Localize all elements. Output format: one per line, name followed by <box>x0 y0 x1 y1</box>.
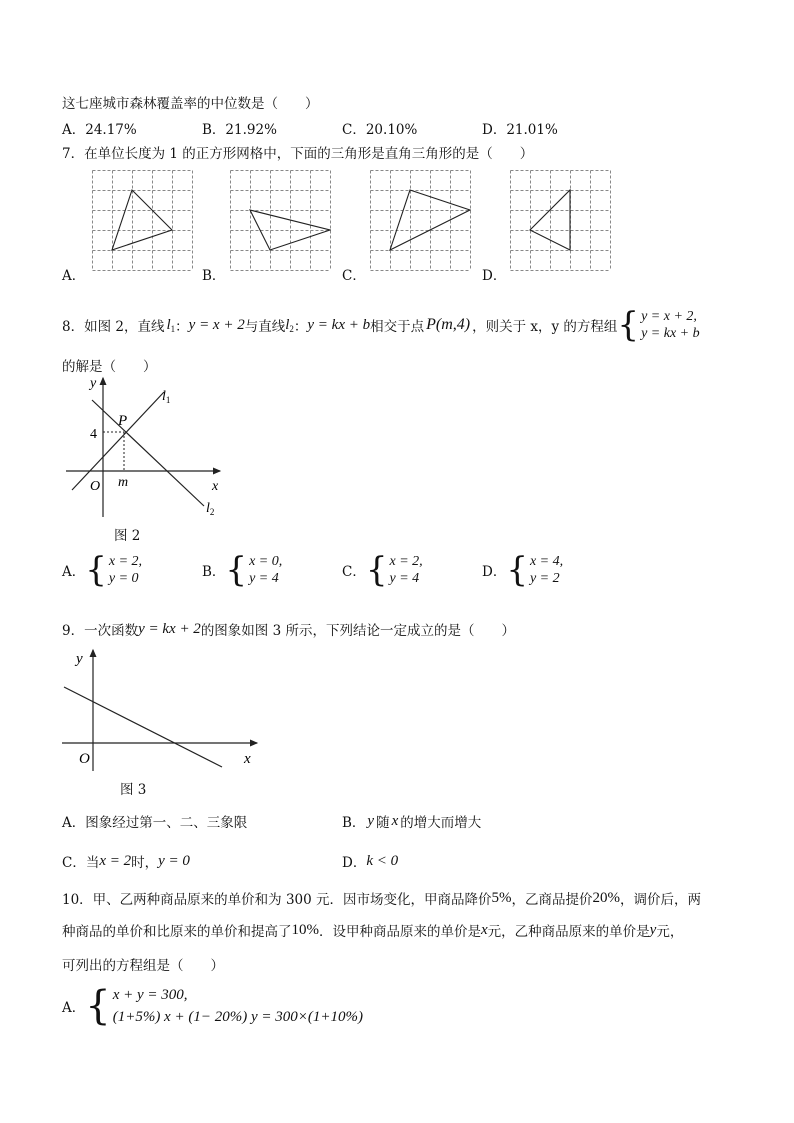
q7-option-c-label[interactable]: C． <box>342 268 366 284</box>
q10-text: 10．甲、乙两种商品原来的单价和为 300 元．因市场变化，甲商品降价 <box>62 892 492 908</box>
option-label: B． <box>342 815 366 831</box>
equation-l1: y = x + 2 <box>188 316 245 333</box>
q6-stem: 这七座城市森林覆盖率的中位数是（ ） <box>62 96 319 112</box>
colon: ： <box>293 319 308 335</box>
equation-system <box>85 984 363 1028</box>
system-line-1: x + y = 300, <box>112 987 188 1003</box>
percent-20: 20% <box>592 889 621 906</box>
q7-grid-d[interactable] <box>510 170 611 271</box>
q9-stem <box>62 619 515 639</box>
q8-option-a[interactable] <box>62 550 143 590</box>
system-line-1: x = 4, <box>529 554 564 569</box>
left-brace: { <box>617 305 640 345</box>
point-p: P(m,4) <box>426 316 471 333</box>
q6-option-c[interactable] <box>342 118 417 138</box>
q10-text: ，乙商品提价 <box>511 892 593 908</box>
l2-letter: l <box>285 316 290 333</box>
system-line-2: (1+5%) x + (1− 20%) y = 300×(1+10%) <box>112 1009 363 1025</box>
option-label: A． <box>62 564 86 580</box>
q7-option-b-label[interactable]: B． <box>202 268 226 284</box>
option-label: C． <box>342 564 366 580</box>
q9-option-b[interactable] <box>342 811 481 831</box>
q10-option-a[interactable] <box>62 984 363 1028</box>
equation-system <box>225 550 283 590</box>
q6-option-a[interactable] <box>62 118 137 138</box>
system-line-2: y = kx + b <box>641 326 700 341</box>
q9-stem-text: 9．一次函数 <box>62 623 139 639</box>
q8-option-d[interactable] <box>482 550 564 590</box>
l2-subscript: 2 <box>289 323 294 334</box>
q10-line-2 <box>62 920 683 940</box>
option-label: A． <box>62 1000 86 1016</box>
percent-5: 5% <box>491 889 512 906</box>
tick-4-label: 4 <box>90 427 97 442</box>
option-label: D． <box>342 855 367 871</box>
option-label: B． <box>202 564 226 580</box>
var-y: y <box>367 812 375 829</box>
system-line-1: y = x + 2, <box>641 309 697 324</box>
q9-option-d[interactable] <box>342 851 398 871</box>
equation-l2: y = kx + b <box>307 316 371 333</box>
q10-text: 元，乙种商品原来的单价是 <box>487 924 650 940</box>
system-line-2: y = 4 <box>389 571 420 586</box>
colon: ： <box>175 319 189 335</box>
left-brace: { <box>85 983 111 1029</box>
l1-subscript: 1 <box>170 323 176 334</box>
q7-grid-c[interactable] <box>370 170 471 271</box>
line-l1-symbol <box>166 317 175 334</box>
q8-stem-text: 8．如图 2，直线 <box>62 319 165 335</box>
l1-letter: l <box>166 316 171 333</box>
q6-option-d[interactable] <box>482 118 558 138</box>
q8-option-b[interactable] <box>202 550 283 590</box>
option-text: 20.10% <box>365 122 418 138</box>
option-label: C． <box>62 855 86 871</box>
var-y: y <box>649 921 657 938</box>
option-label: A． <box>62 122 86 138</box>
line-l2 <box>92 400 204 506</box>
option-text: 当 <box>85 855 100 871</box>
percent-10: 10% <box>291 921 319 938</box>
q7-grid-b[interactable] <box>230 170 331 271</box>
figure-3 <box>62 645 267 779</box>
system-line-1: x = 2, <box>108 554 143 569</box>
q9-option-a[interactable] <box>62 811 247 831</box>
q7-stem: 7．在单位长度为 1 的正方形网格中，下面的三角形是直角三角形的是（ ） <box>62 146 534 162</box>
q7-option-a-label[interactable]: A． <box>62 268 86 284</box>
q9-option-c[interactable] <box>62 851 190 871</box>
equation-system <box>85 550 143 590</box>
x-axis-label: x <box>244 751 251 767</box>
equation: y = kx + 2 <box>138 620 201 637</box>
q6-option-b[interactable] <box>202 118 277 138</box>
option-text: k < 0 <box>366 852 399 869</box>
left-brace: { <box>85 550 107 590</box>
left-brace: { <box>225 550 248 590</box>
origin-label: O <box>90 479 101 494</box>
option-text: 24.17% <box>85 122 137 138</box>
l2-label: $l_2$ <box>206 501 215 517</box>
line-l2-symbol <box>285 317 294 334</box>
system-line-2: y = 4 <box>249 571 279 586</box>
figure-2 <box>62 372 232 526</box>
origin-label: O <box>79 751 90 767</box>
q8-stem-text: 相交于点 <box>370 319 425 335</box>
option-text: 21.92% <box>225 122 277 138</box>
q7-option-d-label[interactable]: D． <box>482 268 507 284</box>
option-label: C． <box>342 122 366 138</box>
option-label: D． <box>482 564 507 580</box>
q10-text: ，调价后，两 <box>620 892 702 908</box>
q10-line-3: 可列出的方程组是（ ） <box>62 958 224 974</box>
y-axis-label: y <box>76 651 83 667</box>
figure-2-caption: 图 2 <box>114 528 141 544</box>
x-axis-label: x <box>212 479 219 494</box>
q8-stem-end: 的解是（ ） <box>62 359 157 375</box>
q7-grid-a[interactable] <box>92 170 193 271</box>
q8-option-c[interactable] <box>342 550 423 590</box>
q8-stem <box>62 305 700 345</box>
var-x: x <box>391 812 399 829</box>
equation-system <box>506 550 564 590</box>
q8-stem-text: ，则关于 x，y 的方程组 <box>472 319 618 335</box>
option-text: 21.01% <box>506 122 558 138</box>
option-text: 随 <box>376 815 390 831</box>
point-p-label: P <box>118 413 128 429</box>
equation-system <box>617 305 700 345</box>
system-line-2: y = 0 <box>108 571 139 586</box>
system-line-1: x = 0, <box>249 554 283 569</box>
q10-line-1 <box>62 888 701 908</box>
left-brace: { <box>365 550 388 590</box>
option-label: B． <box>202 122 226 138</box>
triangle-a <box>112 190 172 250</box>
q10-text: 元， <box>656 924 684 940</box>
equation-system <box>365 550 423 590</box>
y-axis-label: y <box>90 376 97 391</box>
option-label: A． <box>62 815 86 831</box>
q10-text: 种商品的单价和比原来的单价和提高了 <box>62 924 292 940</box>
option-text: 时， <box>131 855 159 871</box>
system-line-2: y = 2 <box>529 571 560 586</box>
m-label: m <box>118 475 129 490</box>
var-x: x <box>481 921 488 938</box>
q9-stem-text: 的图象如图 3 所示，下列结论一定成立的是（ ） <box>200 623 515 639</box>
system-line-1: x = 2, <box>389 554 423 569</box>
option-text: 的增大而增大 <box>400 815 482 831</box>
l1-label: $l_1$ <box>162 389 171 405</box>
result: y = 0 <box>158 852 190 869</box>
left-brace: { <box>506 550 528 590</box>
condition: x = 2 <box>99 852 132 869</box>
q10-text: ．设甲种商品原来的单价是 <box>319 924 481 940</box>
option-text: 图象经过第一、二、三象限 <box>85 815 248 831</box>
q8-stem-text: 与直线 <box>244 319 286 335</box>
figure-3-caption: 图 3 <box>120 782 147 798</box>
option-label: D． <box>482 122 507 138</box>
